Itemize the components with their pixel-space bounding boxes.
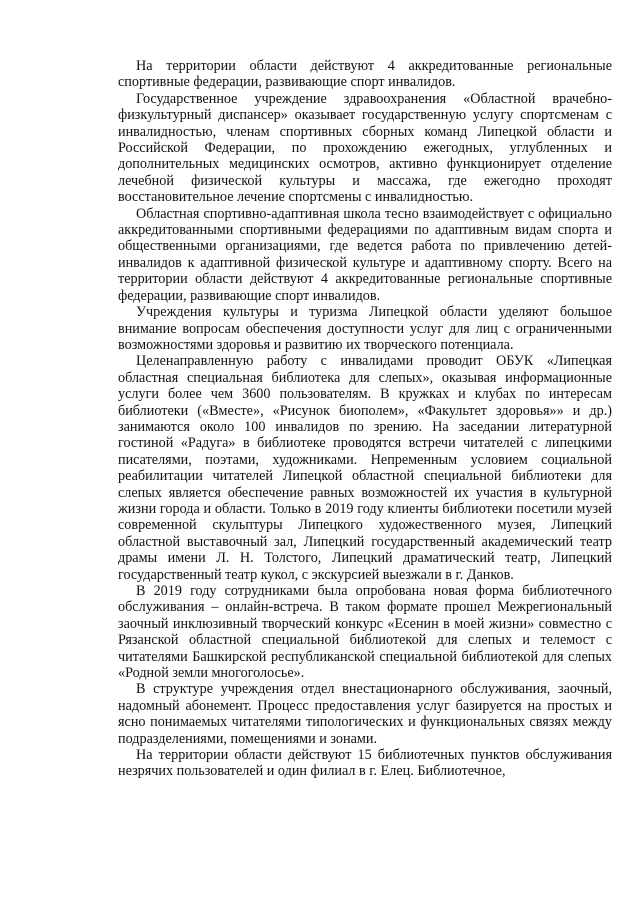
paragraph-library-points: На территории области действуют 15 библиотечных пунктов обслуживания незрячих пользователей и один филиал в г. Елец. Библиотечное,	[118, 747, 612, 780]
paragraph-library-for-blind: Целенаправленную работу с инвалидами проводит ОБУК «Липецкая областная специальная библиотека для слепых», оказывая информационные услуги более чем 3600 пользователям. В кружках и клубах по интересам библиотеки («Вместе», «Рисунок биополем», «Факультет здоровья»» и др.) занимаются около 100 инвалидов по зрению. На заседании литературной гостиной «Радуга» в библиотеке проводятся встречи читателей с липецкими писателями, поэтами, художниками. Непременным условием социальной реабилитации читателей Липецкой областной специальной библиотеки для слепых является обеспечение равных возможностей их участия в культурной жизни города и области. Только в 2019 году клиенты библиотеки посетили музей современной скульптуры Липецкого художественного музея, Липецкий областной выставочный зал, Липецкий государственный академический театр драмы имени Л. Н. Толстого, Липецкий драматический театр, Липецкий государственный театр кукол, с экскурсией выезжали в г. Данков.	[118, 353, 612, 583]
paragraph-medical-dispensary: Государственное учреждение здравоохранения «Областной врачебно-физкультурный диспансер» оказывает государственную услугу спортсменам с инвалидностью, членам спортивных сборных команд Липецкой области и Российской Федерации, по прохождению ежегодных, углубленных и дополнительных медицинских осмотров, активно функционирует отделение лечебной физической культуры и массажа, где ежегодно проходят восстановительное лечение спортсмены с инвалидностью.	[118, 90, 612, 206]
paragraph-institution-structure: В структуре учреждения отдел внестационарного обслуживания, заочный, надомный абонемент. Процесс предоставления услуг базируется на простых и ясно понимаемых читателями типологических и функциональных связях между подразделениями, помещениями и зонами.	[118, 681, 612, 747]
paragraph-sport-federations: На территории области действуют 4 аккредитованные региональные спортивные федерации, развивающие спорт инвалидов.	[118, 58, 612, 91]
paragraph-culture-tourism: Учреждения культуры и туризма Липецкой области уделяют большое внимание вопросам обеспечения доступности услуг для лиц с ограниченными возможностями здоровья и развитию их творческого потенциала.	[118, 304, 612, 353]
paragraph-adaptive-school: Областная спортивно-адаптивная школа тесно взаимодействует с официально аккредитованными спортивными федерациями по адаптивным видам спорта и общественными организациями, где ведется работа по привлечению детей-инвалидов к адаптивной физической культуре и адаптивному спорту. Всего на территории области действуют 4 аккредитованные региональные спортивные федерации, развивающие спорт инвалидов.	[118, 205, 612, 304]
paragraph-online-meeting: В 2019 году сотрудниками была опробована новая форма библиотечного обслуживания – онлайн-встреча. В таком формате прошел Межрегиональный заочный инклюзивный творческий конкурс «Есенин в моей жизни» совместно с Рязанской областной специальной библиотекой для слепых и телемост с читателями Башкирской республиканской специальной библиотекой для слепых «Родной земли многоголосье».	[118, 583, 612, 682]
